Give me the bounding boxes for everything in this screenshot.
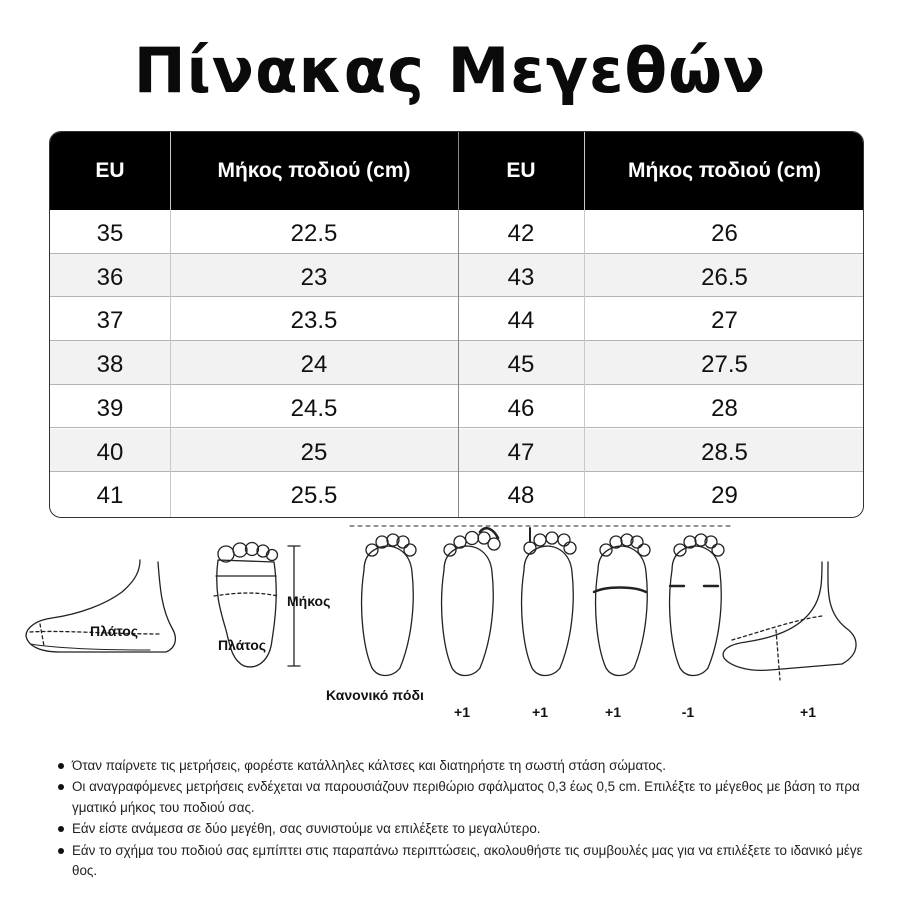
adjustment-label: +1 xyxy=(605,704,621,720)
eu-size-cell: 38 xyxy=(96,351,124,379)
table-row xyxy=(50,429,863,473)
foot-length-cell: 24.5 xyxy=(290,394,338,422)
foot-shape-illustration xyxy=(0,520,900,730)
foot-length-cell: 22.5 xyxy=(290,220,338,247)
table-row xyxy=(50,254,863,298)
eu-size-cell: 43 xyxy=(507,263,535,291)
foot-length-cell: 23.5 xyxy=(290,307,338,335)
eu-size-cell: 35 xyxy=(96,220,124,247)
side-width-label: Πλάτος xyxy=(90,623,139,639)
eu-size-cell: 46 xyxy=(507,394,535,422)
foot-length-cell: 24 xyxy=(300,351,328,379)
column-divider xyxy=(584,132,585,517)
eu-size-cell: 42 xyxy=(507,220,535,247)
sole-length-label: Μήκος xyxy=(287,593,331,609)
header-eu-left: EU xyxy=(95,159,125,182)
foot-length-cell: 28 xyxy=(711,394,738,422)
eu-size-cell: 39 xyxy=(96,394,124,422)
foot-length-cell: 26.5 xyxy=(701,263,748,291)
adjustment-label: +1 xyxy=(532,704,548,720)
normal-foot-label: Κανονικό πόδι xyxy=(326,687,424,703)
table-row xyxy=(50,341,863,385)
note-item: Εάν το σχήμα του ποδιού σας εμπίπτει στις παραπάνω περιπτώσεις, ακολουθήστε τις συμβουλές μας για να επιλέξετε το ιδανικό μέγεθος. xyxy=(58,841,866,882)
eu-size-cell: 37 xyxy=(96,307,124,335)
eu-size-cell: 47 xyxy=(507,438,535,466)
header-foot-length-left: Μήκος ποδιού (cm) xyxy=(217,159,411,182)
adjustment-label: -1 xyxy=(681,704,695,720)
eu-size-cell: 40 xyxy=(96,438,124,466)
foot-length-cell: 25 xyxy=(300,438,328,466)
header-foot-length-right: Μήκος ποδιού (cm) xyxy=(627,159,822,182)
header-eu-right: EU xyxy=(506,159,536,182)
column-divider xyxy=(458,132,459,517)
foot-length-cell: 23 xyxy=(300,263,328,291)
table-row xyxy=(50,297,863,341)
column-divider xyxy=(170,132,171,517)
high-instep-foot-icon xyxy=(723,562,856,680)
foot-length-cell: 25.5 xyxy=(290,482,338,510)
measurement-notes xyxy=(58,756,866,882)
sole-width-label: Πλάτος xyxy=(218,637,267,653)
eu-size-cell: 41 xyxy=(96,482,124,510)
adjustment-label: +1 xyxy=(800,704,816,720)
foot-length-cell: 28.5 xyxy=(701,438,748,466)
adjustment-label: +1 xyxy=(454,704,470,720)
eu-size-cell: 36 xyxy=(96,263,124,291)
eu-size-cell: 44 xyxy=(507,307,535,335)
note-item: Εάν είστε ανάμεσα σε δύο μεγέθη, σας συνιστούμε να επιλέξετε το μεγαλύτερο. xyxy=(58,819,866,839)
foot-type-outlines xyxy=(362,528,724,676)
table-row xyxy=(50,210,863,254)
foot-length-cell: 27 xyxy=(711,307,738,335)
table-row xyxy=(50,472,863,516)
table-row xyxy=(50,385,863,429)
foot-length-cell: 26 xyxy=(711,220,738,247)
table-header-row xyxy=(50,132,863,210)
size-chart-table xyxy=(49,131,864,518)
note-item: Οι αναγραφόμενες μετρήσεις ενδέχεται να παρουσιάζουν περιθώριο σφάλματος 0,3 έως 0,5 cm. Επιλέξτε το μέγεθος με βάση το πραγματικό μήκος του ποδιού σας. xyxy=(58,777,866,818)
page-title: Πίνακας Μεγεθών xyxy=(133,34,767,107)
foot-length-cell: 29 xyxy=(711,482,738,510)
eu-size-cell: 48 xyxy=(507,482,535,510)
eu-size-cell: 45 xyxy=(507,351,535,379)
foot-length-cell: 27.5 xyxy=(701,351,748,379)
note-item: Όταν παίρνετε τις μετρήσεις, φορέστε κατάλληλες κάλτσες και διατηρήστε τη σωστή στάση σώματος. xyxy=(58,756,866,776)
